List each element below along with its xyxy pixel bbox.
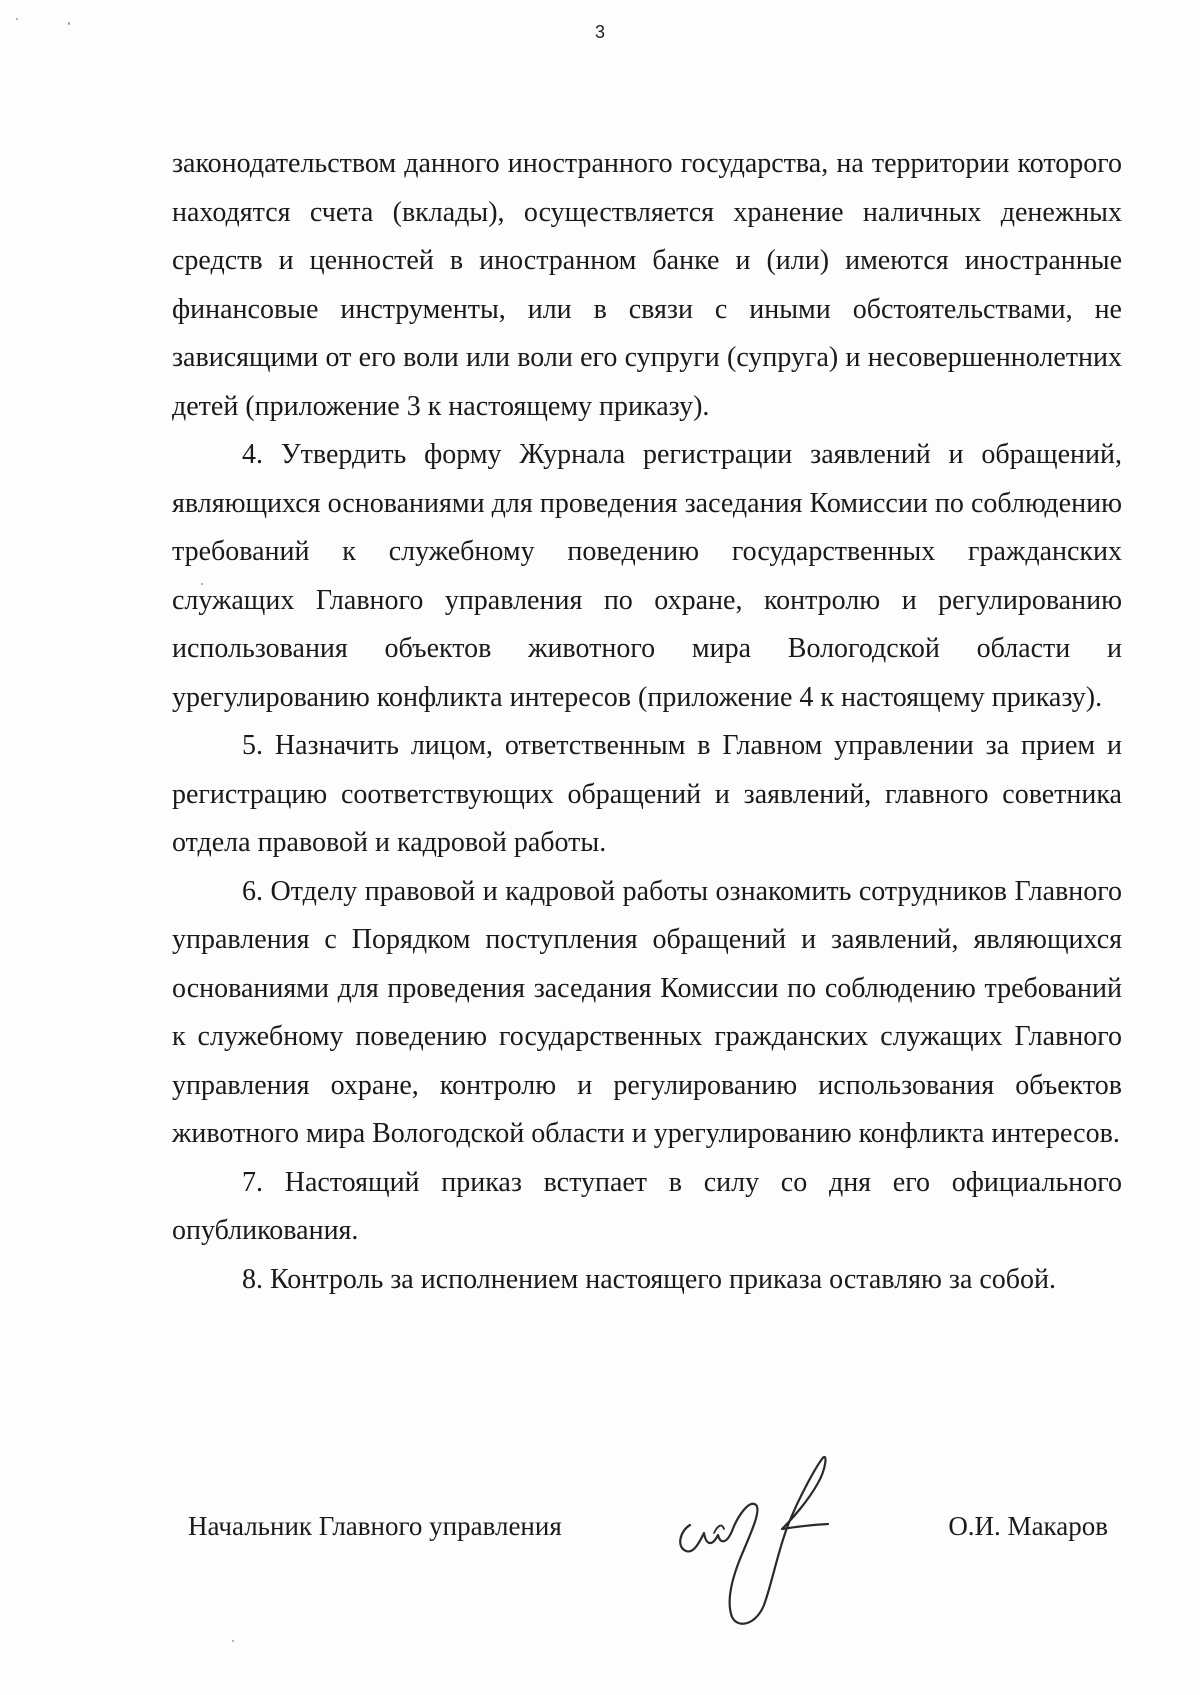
paragraph-item-4: 4. Утвердить форму Журнала регистрации заявлений и обращений, являющихся основаниями для проведения заседания Комиссии по соблюдению требований к служебному поведению государственных гражданских служащих Главного управления по охране, контролю и регулированию использования объектов животного мира Вологодской области и урегулированию конфликта интересов (приложение 4 к настоящему приказу). [172, 439, 1122, 713]
scan-speck [201, 583, 203, 585]
scan-speck [16, 18, 18, 20]
page-number: 3 [594, 22, 605, 42]
paragraph-item-7: 7. Настоящий приказ вступает в силу со дня его официального опубликования. [172, 1166, 1122, 1246]
paragraph-item-6: 6. Отделу правовой и кадровой работы ознакомить сотрудников Главного управления с Порядком поступления обращений и заявлений, являющихся основаниями для проведения заседания Комиссии по соблюдению требований к служебному поведению государственных гражданских служащих Главного управления охране, контролю и регулированию использования объектов животного мира Вологодской области и урегулированию конфликта интересов. [172, 875, 1122, 1149]
signer-name: О.И. Макаров [948, 1511, 1108, 1541]
scan-speck [232, 1640, 234, 1642]
paragraph-item-5: 5. Назначить лицом, ответственным в Главном управлении за прием и регистрацию соответствующих обращений и заявлений, главного советника отдела правовой и кадровой работы. [172, 730, 1122, 858]
paragraph-item-8: 8. Контроль за исполнением настоящего приказа оставляю за собой. [242, 1263, 1057, 1295]
paragraph-continuation: законодательством данного иностранного государства, на территории которого находятся счета (вклады), осуществляется хранение наличных денежных средств и ценностей в иностранном банке и (или) имеются иностранные финансовые инструменты, или в связи с иными обстоятельствами, не зависящими от его воли или воли его супруги (супруга) и несовершеннолетних детей (приложение 3 к настоящему приказу). [172, 148, 1122, 422]
handwritten-signature [670, 1429, 860, 1649]
scan-speck [68, 22, 70, 25]
signature-block [172, 1455, 1122, 1655]
document-body [172, 140, 1122, 1304]
signer-position: Начальник Главного управления [188, 1511, 562, 1541]
